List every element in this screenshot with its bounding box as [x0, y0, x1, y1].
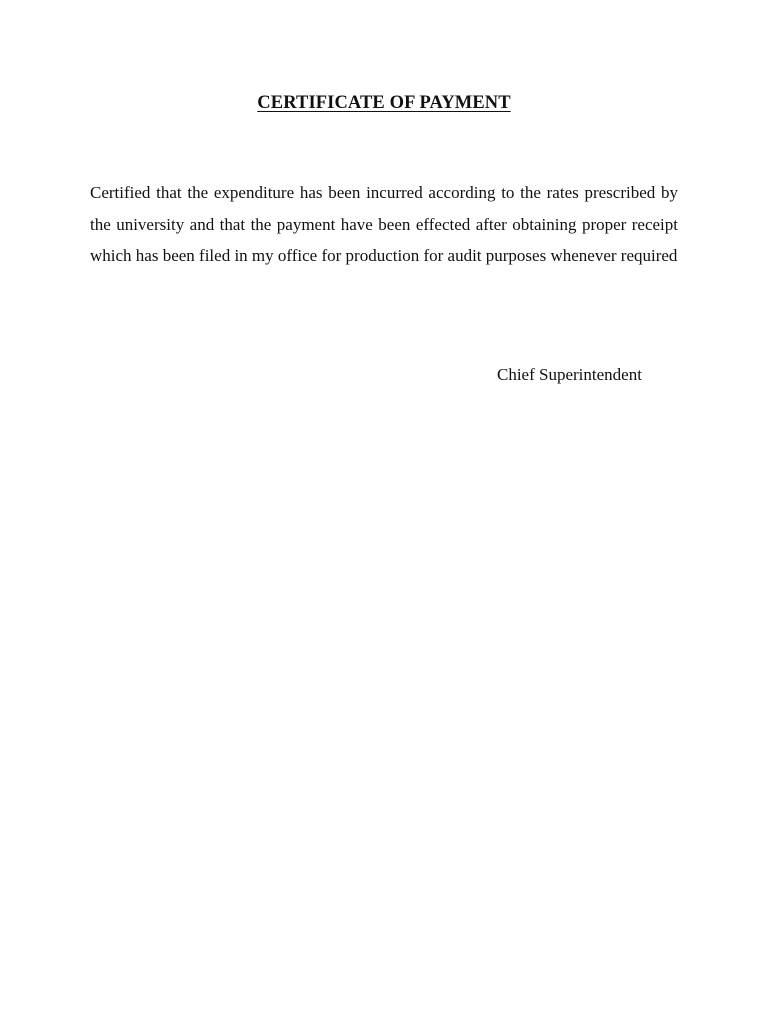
document-title: CERTIFICATE OF PAYMENT: [257, 93, 511, 113]
certification-paragraph: Certified that the expenditure has been incurred according to the rates prescribed by the university and that the payment have been effected after obtaining proper receipt which has been filed in my office for production for audit purposes whenever required: [90, 183, 678, 265]
signature-label: Chief Superintendent: [497, 365, 642, 384]
